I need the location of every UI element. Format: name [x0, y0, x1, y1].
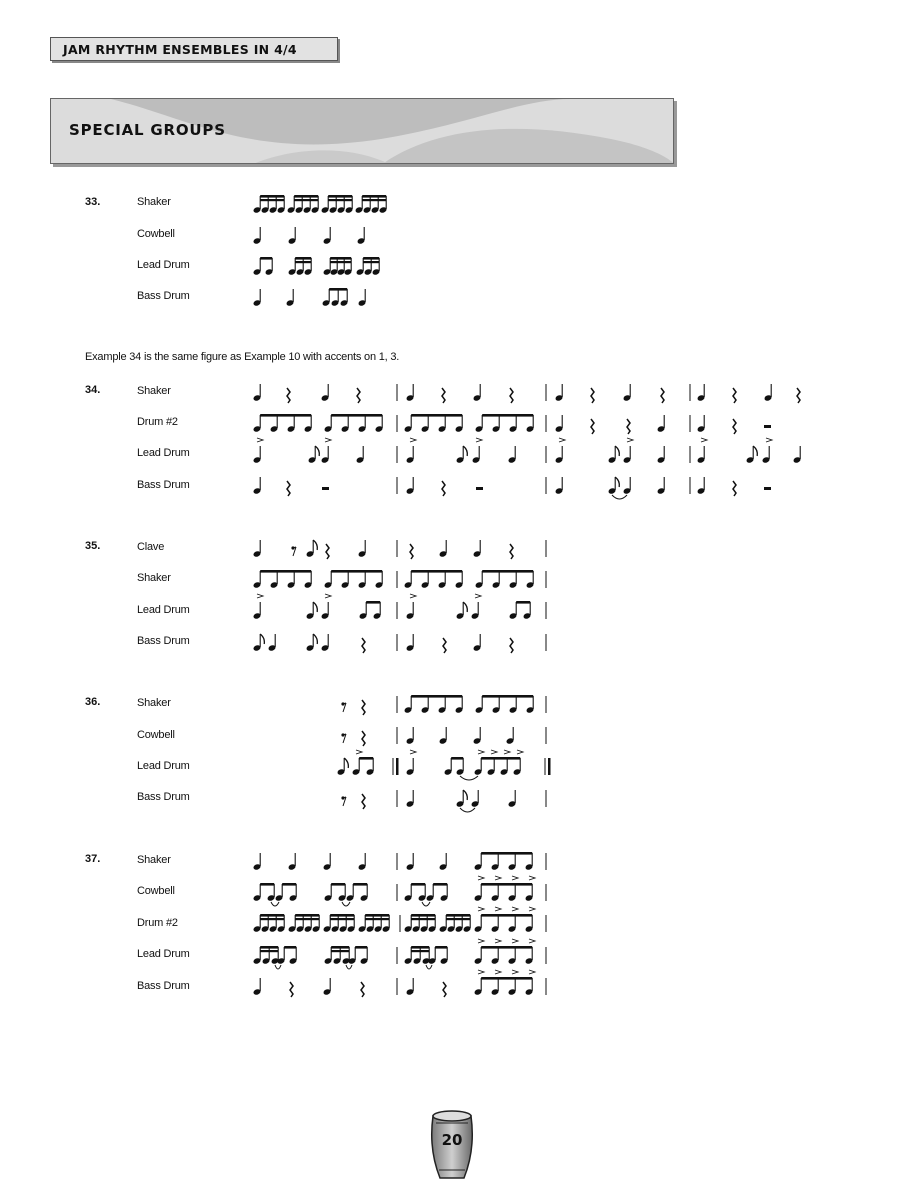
note-flag — [260, 634, 264, 644]
instrument-label: Cowbell — [137, 729, 175, 741]
quarter-rest — [591, 419, 594, 434]
tie — [426, 965, 432, 969]
note-beam — [260, 199, 284, 201]
quarter-rest — [661, 388, 664, 403]
tie — [275, 965, 281, 969]
note-beam — [363, 257, 379, 260]
note-beam — [260, 914, 284, 917]
note-beam — [411, 570, 462, 573]
note-beam — [330, 914, 354, 917]
note-flag — [313, 634, 317, 644]
note-beam — [362, 195, 386, 198]
note-flag — [463, 790, 467, 800]
note-beam — [481, 914, 532, 917]
note-beam — [411, 918, 435, 920]
instrument-label: Shaker — [137, 697, 171, 709]
accent-mark — [476, 438, 482, 442]
example-number: 37. — [85, 853, 101, 865]
quarter-rest — [361, 982, 364, 997]
note-beam — [481, 852, 532, 855]
note-beam — [331, 570, 382, 573]
barline — [548, 758, 551, 775]
note-beam — [451, 757, 463, 760]
example-number: 35. — [85, 540, 101, 552]
note-beam — [260, 883, 274, 886]
instrument-label: Lead Drum — [137, 948, 190, 960]
tie — [346, 965, 352, 969]
quarter-rest — [410, 544, 413, 559]
tie — [271, 902, 279, 906]
accent-mark — [701, 438, 707, 442]
accent-mark — [529, 907, 535, 911]
note-beam — [365, 918, 389, 920]
quarter-rest — [287, 481, 290, 496]
accent-mark — [627, 438, 633, 442]
accent-mark — [478, 970, 484, 974]
quarter-rest — [362, 794, 365, 809]
note-beam — [282, 883, 296, 886]
note-beam — [328, 195, 352, 198]
quarter-rest — [357, 388, 360, 403]
quarter-rest — [797, 388, 800, 403]
instrument-label: Shaker — [137, 572, 171, 584]
instrument-label: Drum #2 — [137, 416, 178, 428]
example-number: 36. — [85, 696, 101, 708]
note-flag — [313, 540, 317, 550]
tie — [460, 808, 475, 812]
note-flag — [313, 602, 317, 612]
accent-mark — [491, 750, 497, 754]
instrument-label: Clave — [137, 541, 165, 553]
note-beam — [331, 946, 349, 949]
example-number: 34. — [85, 384, 101, 396]
instrument-label: Shaker — [137, 854, 171, 866]
note-beam — [330, 261, 351, 263]
note-beam — [284, 946, 296, 949]
accent-mark — [766, 438, 772, 442]
note-beam — [481, 757, 520, 760]
instrument-label: Shaker — [137, 385, 171, 397]
note-beam — [482, 570, 533, 573]
note-beam — [294, 195, 318, 198]
note-beam — [482, 695, 533, 698]
tie — [422, 902, 430, 906]
example-number: 33. — [85, 196, 101, 208]
accent-mark — [356, 750, 362, 754]
quarter-rest — [362, 731, 365, 746]
note-flag — [344, 758, 348, 768]
note-beam — [481, 883, 532, 886]
note-beam — [446, 918, 470, 920]
note-flag — [753, 446, 757, 456]
note-flag — [615, 477, 619, 487]
instrument-label: Bass Drum — [137, 791, 190, 803]
quarter-rest — [627, 419, 630, 434]
explanatory-note: Example 34 is the same figure as Example 10 with accents on 1, 3. — [85, 351, 400, 363]
note-beam — [362, 199, 386, 201]
tie — [612, 495, 627, 499]
quarter-rest — [443, 982, 446, 997]
instrument-label: Lead Drum — [137, 760, 190, 772]
instrument-label: Bass Drum — [137, 980, 190, 992]
note-beam — [260, 414, 311, 417]
accent-mark — [325, 438, 331, 442]
note-flag — [315, 446, 319, 456]
tie — [460, 776, 478, 780]
accent-mark — [410, 594, 416, 598]
note-beam — [355, 946, 367, 949]
accent-mark — [257, 594, 263, 598]
note-beam — [295, 914, 319, 917]
accent-mark — [410, 438, 416, 442]
half-rest — [764, 487, 771, 490]
quarter-rest — [442, 388, 445, 403]
note-beam — [482, 414, 533, 417]
accent-mark — [512, 939, 518, 943]
accent-mark — [325, 594, 331, 598]
note-beam — [260, 950, 278, 952]
quarter-rest — [591, 388, 594, 403]
note-beam — [446, 914, 470, 917]
note-beam — [411, 950, 429, 952]
instrument-label: Bass Drum — [137, 635, 190, 647]
accent-mark — [517, 750, 523, 754]
quarter-rest — [443, 638, 446, 653]
instrument-label: Shaker — [137, 196, 171, 208]
note-beam — [331, 414, 382, 417]
instrument-label: Lead Drum — [137, 447, 190, 459]
half-rest — [764, 425, 771, 428]
quarter-rest — [362, 700, 365, 715]
note-beam — [295, 257, 311, 260]
half-rest — [322, 487, 329, 490]
note-beam — [328, 199, 352, 201]
accent-mark — [478, 750, 484, 754]
half-rest — [476, 487, 483, 490]
note-beam — [260, 257, 272, 260]
note-beam — [411, 414, 462, 417]
note-beam — [481, 946, 532, 949]
accent-mark — [512, 907, 518, 911]
quarter-rest — [290, 982, 293, 997]
section-title: SPECIAL GROUPS — [69, 121, 226, 139]
note-beam — [330, 918, 354, 920]
note-beam — [411, 695, 462, 698]
accent-mark — [495, 970, 501, 974]
note-beam — [481, 977, 532, 980]
accent-mark — [478, 939, 484, 943]
note-beam — [516, 601, 530, 604]
accent-mark — [529, 970, 535, 974]
instrument-label: Cowbell — [137, 885, 175, 897]
note-beam — [411, 914, 435, 917]
quarter-rest — [733, 388, 736, 403]
note-beam — [295, 918, 319, 920]
note-beam — [331, 950, 349, 952]
quarter-rest — [326, 544, 329, 559]
note-flag — [463, 446, 467, 456]
accent-mark — [495, 939, 501, 943]
quarter-rest — [287, 388, 290, 403]
note-beam — [411, 946, 429, 949]
page-number: 20 — [441, 1131, 463, 1149]
note-beam — [295, 261, 311, 263]
note-flag — [463, 602, 467, 612]
accent-mark — [478, 907, 484, 911]
barline — [396, 758, 399, 775]
quarter-rest — [733, 481, 736, 496]
quarter-rest — [510, 638, 513, 653]
instrument-label: Cowbell — [137, 228, 175, 240]
quarter-rest — [733, 419, 736, 434]
accent-mark — [512, 970, 518, 974]
tie — [342, 902, 350, 906]
note-beam — [411, 883, 425, 886]
quarter-rest — [362, 638, 365, 653]
note-beam — [366, 601, 380, 604]
note-beam — [260, 918, 284, 920]
accent-mark — [504, 750, 510, 754]
instrument-label: Lead Drum — [137, 259, 190, 271]
accent-mark — [478, 876, 484, 880]
note-beam — [331, 883, 345, 886]
accent-mark — [410, 750, 416, 754]
note-beam — [363, 261, 379, 263]
accent-mark — [495, 876, 501, 880]
accent-mark — [257, 438, 263, 442]
note-beam — [359, 757, 373, 760]
instrument-label: Lead Drum — [137, 604, 190, 616]
note-beam — [435, 946, 447, 949]
note-beam — [329, 288, 347, 291]
instrument-label: Bass Drum — [137, 479, 190, 491]
note-flag — [615, 446, 619, 456]
instrument-label: Bass Drum — [137, 290, 190, 302]
accent-mark — [512, 876, 518, 880]
note-beam — [365, 914, 389, 917]
accent-mark — [529, 876, 535, 880]
note-beam — [330, 257, 351, 260]
accent-mark — [529, 939, 535, 943]
note-beam — [260, 570, 311, 573]
quarter-rest — [510, 544, 513, 559]
accent-mark — [559, 438, 565, 442]
note-beam — [433, 883, 447, 886]
note-beam — [294, 199, 318, 201]
note-beam — [353, 883, 367, 886]
accent-mark — [495, 907, 501, 911]
quarter-rest — [442, 481, 445, 496]
chapter-tab: JAM RHYTHM ENSEMBLES IN 4/4 — [50, 37, 338, 61]
accent-mark — [475, 594, 481, 598]
instrument-label: Drum #2 — [137, 917, 178, 929]
note-beam — [260, 195, 284, 198]
note-beam — [260, 946, 278, 949]
quarter-rest — [510, 388, 513, 403]
